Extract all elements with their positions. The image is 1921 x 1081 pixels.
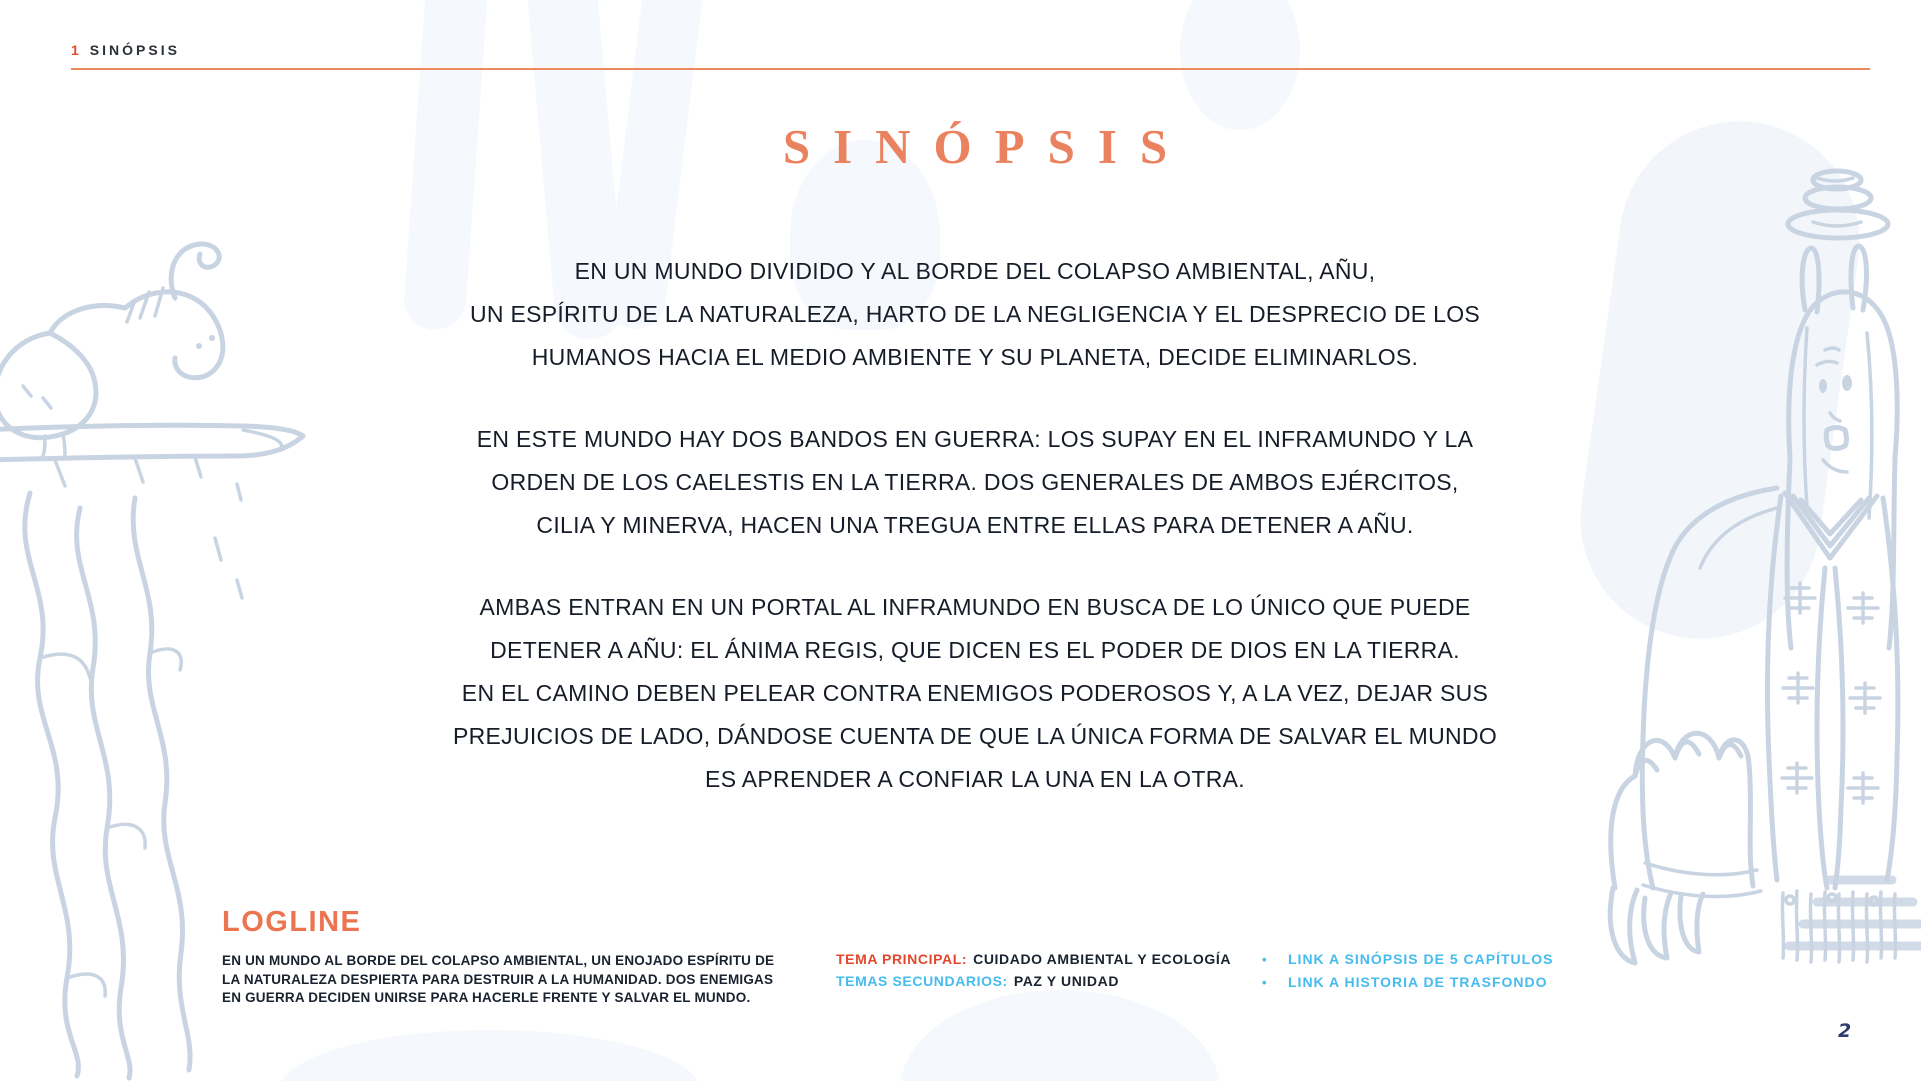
page-title: SINÓPSIS: [782, 119, 1191, 174]
synopsis-line: EN EL CAMINO DEBEN PELEAR CONTRA ENEMIGOS PODEROSOS Y, A LA VEZ, DEJAR SUS: [461, 680, 1489, 706]
synopsis-paragraph: [375, 250, 1575, 379]
bullet-icon: •: [1262, 975, 1268, 990]
synopsis-line: ES APRENDER A CONFIAR LA UNA EN LA OTRA.: [705, 766, 1245, 792]
theme-secondary-value: PAZ Y UNIDAD: [1013, 973, 1120, 989]
logline-line: EN GUERRA DECIDEN UNIRSE PARA HACERLE FRENTE Y SALVAR EL MUNDO.: [222, 990, 751, 1005]
synopsis-line: EN UN MUNDO DIVIDIDO Y AL BORDE DEL COLAPSO AMBIENTAL, AÑU,: [574, 258, 1376, 284]
theme-primary-row: [836, 948, 1231, 970]
theme-primary-label: TEMA PRINCIPAL:: [836, 951, 968, 967]
synopsis-line: EN ESTE MUNDO HAY DOS BANDOS EN GUERRA: LOS SUPAY EN EL INFRAMUNDO Y LA: [476, 426, 1474, 452]
chapter-number: 1: [71, 42, 82, 58]
logline-section: [222, 906, 774, 1008]
link-label[interactable]: LINK A HISTORIA DE TRASFONDO: [1288, 974, 1548, 990]
synopsis-line: HUMANOS HACIA EL MEDIO AMBIENTE Y SU PLANETA, DECIDE ELIMINARLOS.: [531, 344, 1419, 370]
theme-primary-value: CUIDADO AMBIENTAL Y ECOLOGÍA: [973, 951, 1232, 967]
background-wash: [1565, 106, 1875, 654]
theme-secondary-label: TEMAS SECUNDARIOS:: [836, 973, 1008, 989]
link-label[interactable]: LINK A SINÓPSIS DE 5 CAPÍTULOS: [1288, 951, 1554, 967]
header-divider: [71, 68, 1870, 70]
page-number: 2: [1838, 1020, 1852, 1042]
background-wash: [900, 990, 1220, 1081]
synopsis-line: CILIA Y MINERVA, HACEN UNA TREGUA ENTRE ELLAS PARA DETENER A AÑU.: [536, 512, 1414, 538]
link-background-story[interactable]: [1262, 971, 1553, 994]
chapter-label: SINÓPSIS: [89, 42, 180, 58]
synopsis-paragraph: [375, 586, 1575, 801]
synopsis-paragraph: [375, 418, 1575, 547]
theme-secondary-row: [836, 970, 1231, 992]
logline-heading: LOGLINE: [222, 906, 362, 938]
chapter-header: [71, 42, 180, 58]
themes-section: [836, 948, 1231, 992]
bullet-icon: •: [1262, 952, 1268, 967]
logline-line: EN UN MUNDO AL BORDE DEL COLAPSO AMBIENTAL, UN ENOJADO ESPÍRITU DE: [222, 953, 775, 968]
synopsis-line: DETENER A AÑU: EL ÁNIMA REGIS, QUE DICEN ES EL PODER DE DIOS EN LA TIERRA.: [490, 637, 1460, 663]
links-section: [1262, 948, 1553, 994]
synopsis-line: PREJUICIOS DE LADO, DÁNDOSE CUENTA DE QUE LA ÚNICA FORMA DE SALVAR EL MUNDO: [452, 723, 1498, 749]
logline-line: LA NATURALEZA DESPIERTA PARA DESTRUIR A LA HUMANIDAD. DOS ENEMIGAS: [222, 971, 774, 987]
link-synopsis-chapters[interactable]: [1262, 948, 1553, 971]
synopsis-line: UN ESPÍRITU DE LA NATURALEZA, HARTO DE LA NEGLIGENCIA Y EL DESPRECIO DE LOS: [469, 301, 1481, 327]
background-wash: [280, 1030, 700, 1081]
synopsis-line: AMBAS ENTRAN EN UN PORTAL AL INFRAMUNDO EN BUSCA DE LO ÚNICO QUE PUEDE: [479, 594, 1471, 620]
synopsis-line: ORDEN DE LOS CAELESTIS EN LA TIERRA. DOS GENERALES DE AMBOS EJÉRCITOS,: [491, 469, 1459, 495]
synopsis-body: [375, 250, 1575, 840]
background-wash: [1180, 0, 1300, 130]
